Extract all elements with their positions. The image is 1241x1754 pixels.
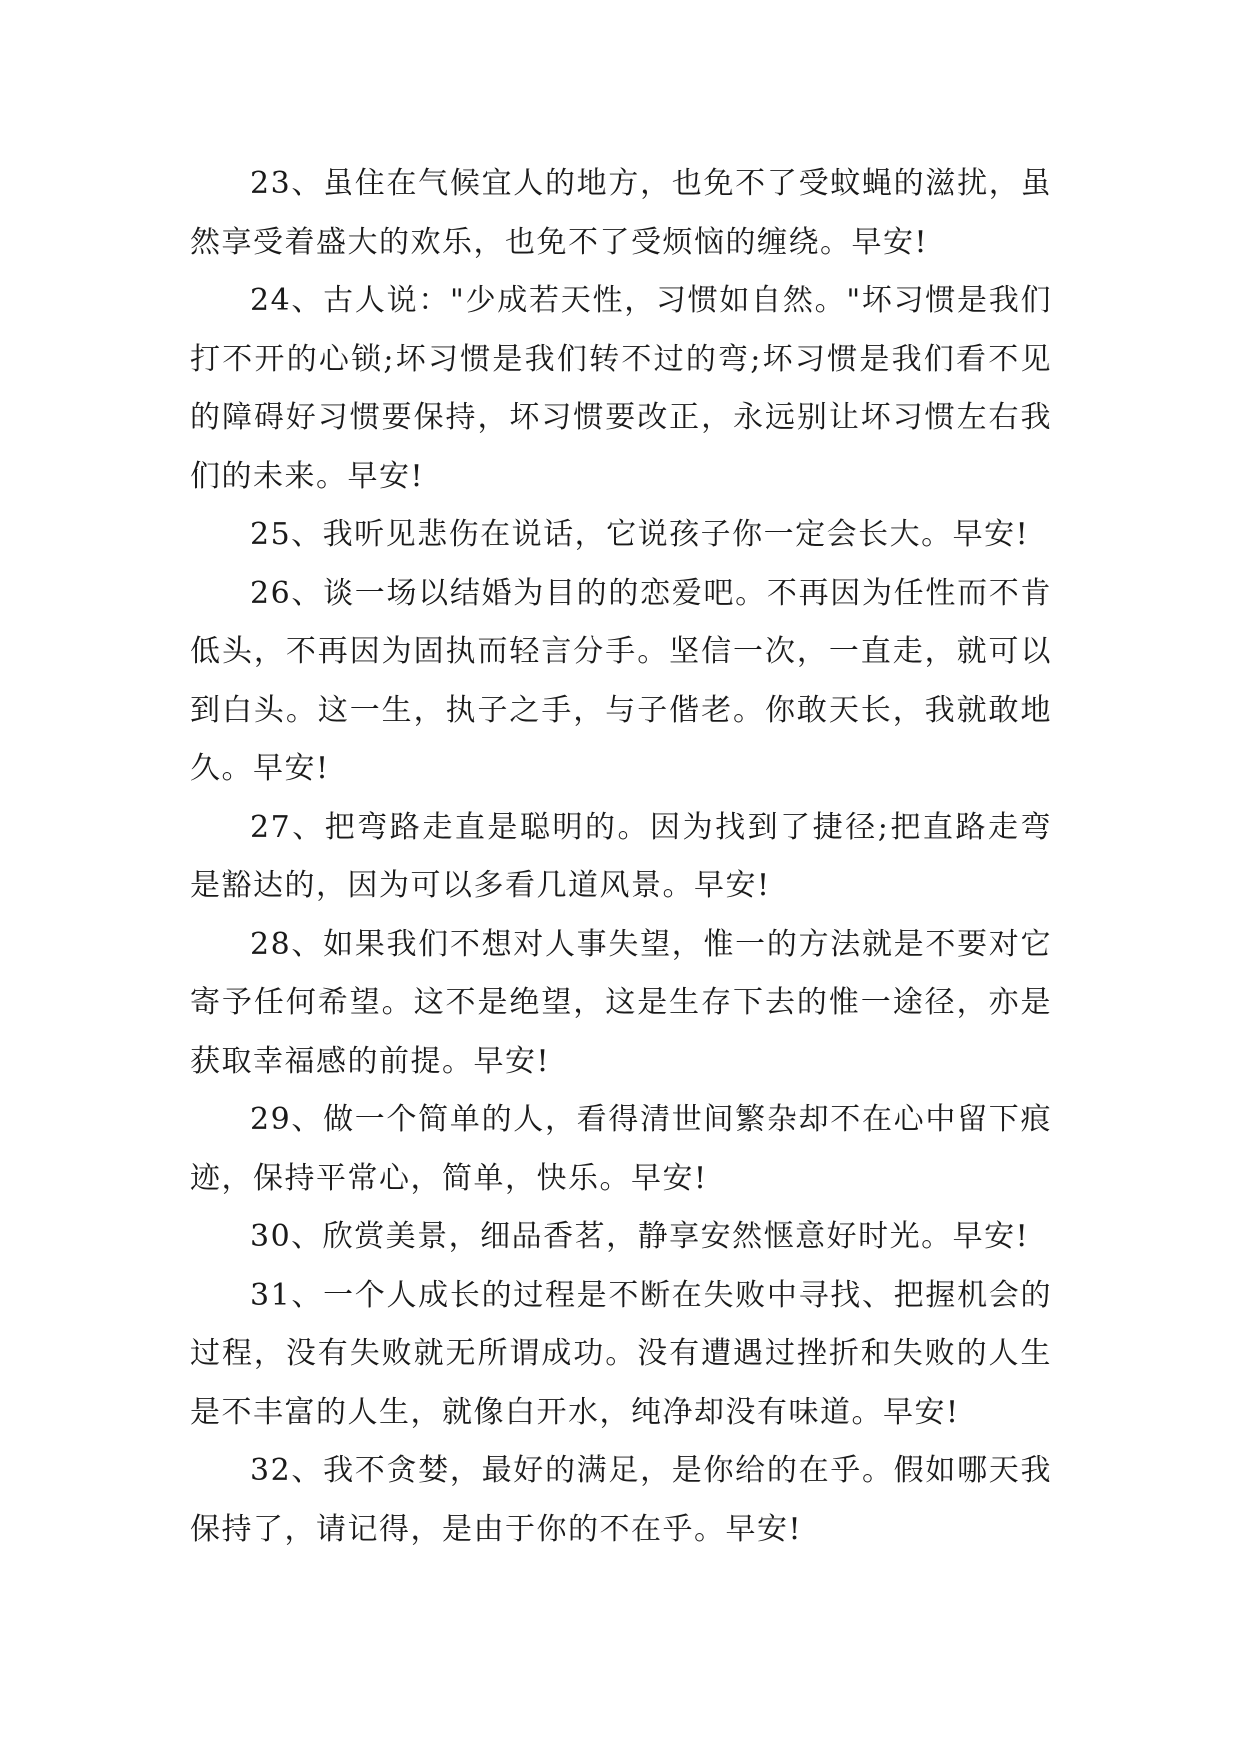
paragraph-32: 32、我不贪婪，最好的满足，是你给的在乎。假如哪天我保持了，请记得，是由于你的不在乎。早安! — [190, 1453, 1052, 1547]
paragraph-25: 25、我听见悲伤在说话，它说孩子你一定会长大。早安! — [250, 517, 1030, 552]
paragraph-26: 26、谈一场以结婚为目的的恋爱吧。不再因为任性而不肯低头，不再因为固执而轻言分手。坚信一次，一直走，就可以到白头。这一生，执子之手，与子偕老。你敢天长，我就敢地久。早安! — [190, 575, 1052, 786]
paragraph-23: 23、虽住在气候宜人的地方，也免不了受蚊蝇的滋扰，虽然享受着盛大的欢乐，也免不了受烦恼的缠绕。早安! — [190, 166, 1052, 260]
paragraph-28: 28、如果我们不想对人事失望，惟一的方法就是不要对它寄予任何希望。这不是绝望，这是生存下去的惟一途径，亦是获取幸福感的前提。早安! — [190, 926, 1052, 1079]
paragraph-27: 27、把弯路走直是聪明的。因为找到了捷径;把直路走弯是豁达的，因为可以多看几道风景。早安! — [190, 809, 1052, 903]
paragraph-24: 24、古人说："少成若天性，习惯如自然。"坏习惯是我们打不开的心锁;坏习惯是我们转不过的弯;坏习惯是我们看不见的障碍好习惯要保持，坏习惯要改正，永远别让坏习惯左右我们的未来。早安! — [190, 283, 1052, 494]
document-body — [190, 155, 1052, 1559]
paragraph-31: 31、一个人成长的过程是不断在失败中寻找、把握机会的过程，没有失败就无所谓成功。没有遭遇过挫折和失败的人生是不丰富的人生，就像白开水，纯净却没有味道。早安! — [190, 1277, 1052, 1430]
paragraph-30: 30、欣赏美景，细品香茗，静享安然惬意好时光。早安! — [250, 1219, 1030, 1254]
paragraph-29: 29、做一个简单的人，看得清世间繁杂却不在心中留下痕迹，保持平常心，简单，快乐。早安! — [190, 1102, 1052, 1196]
